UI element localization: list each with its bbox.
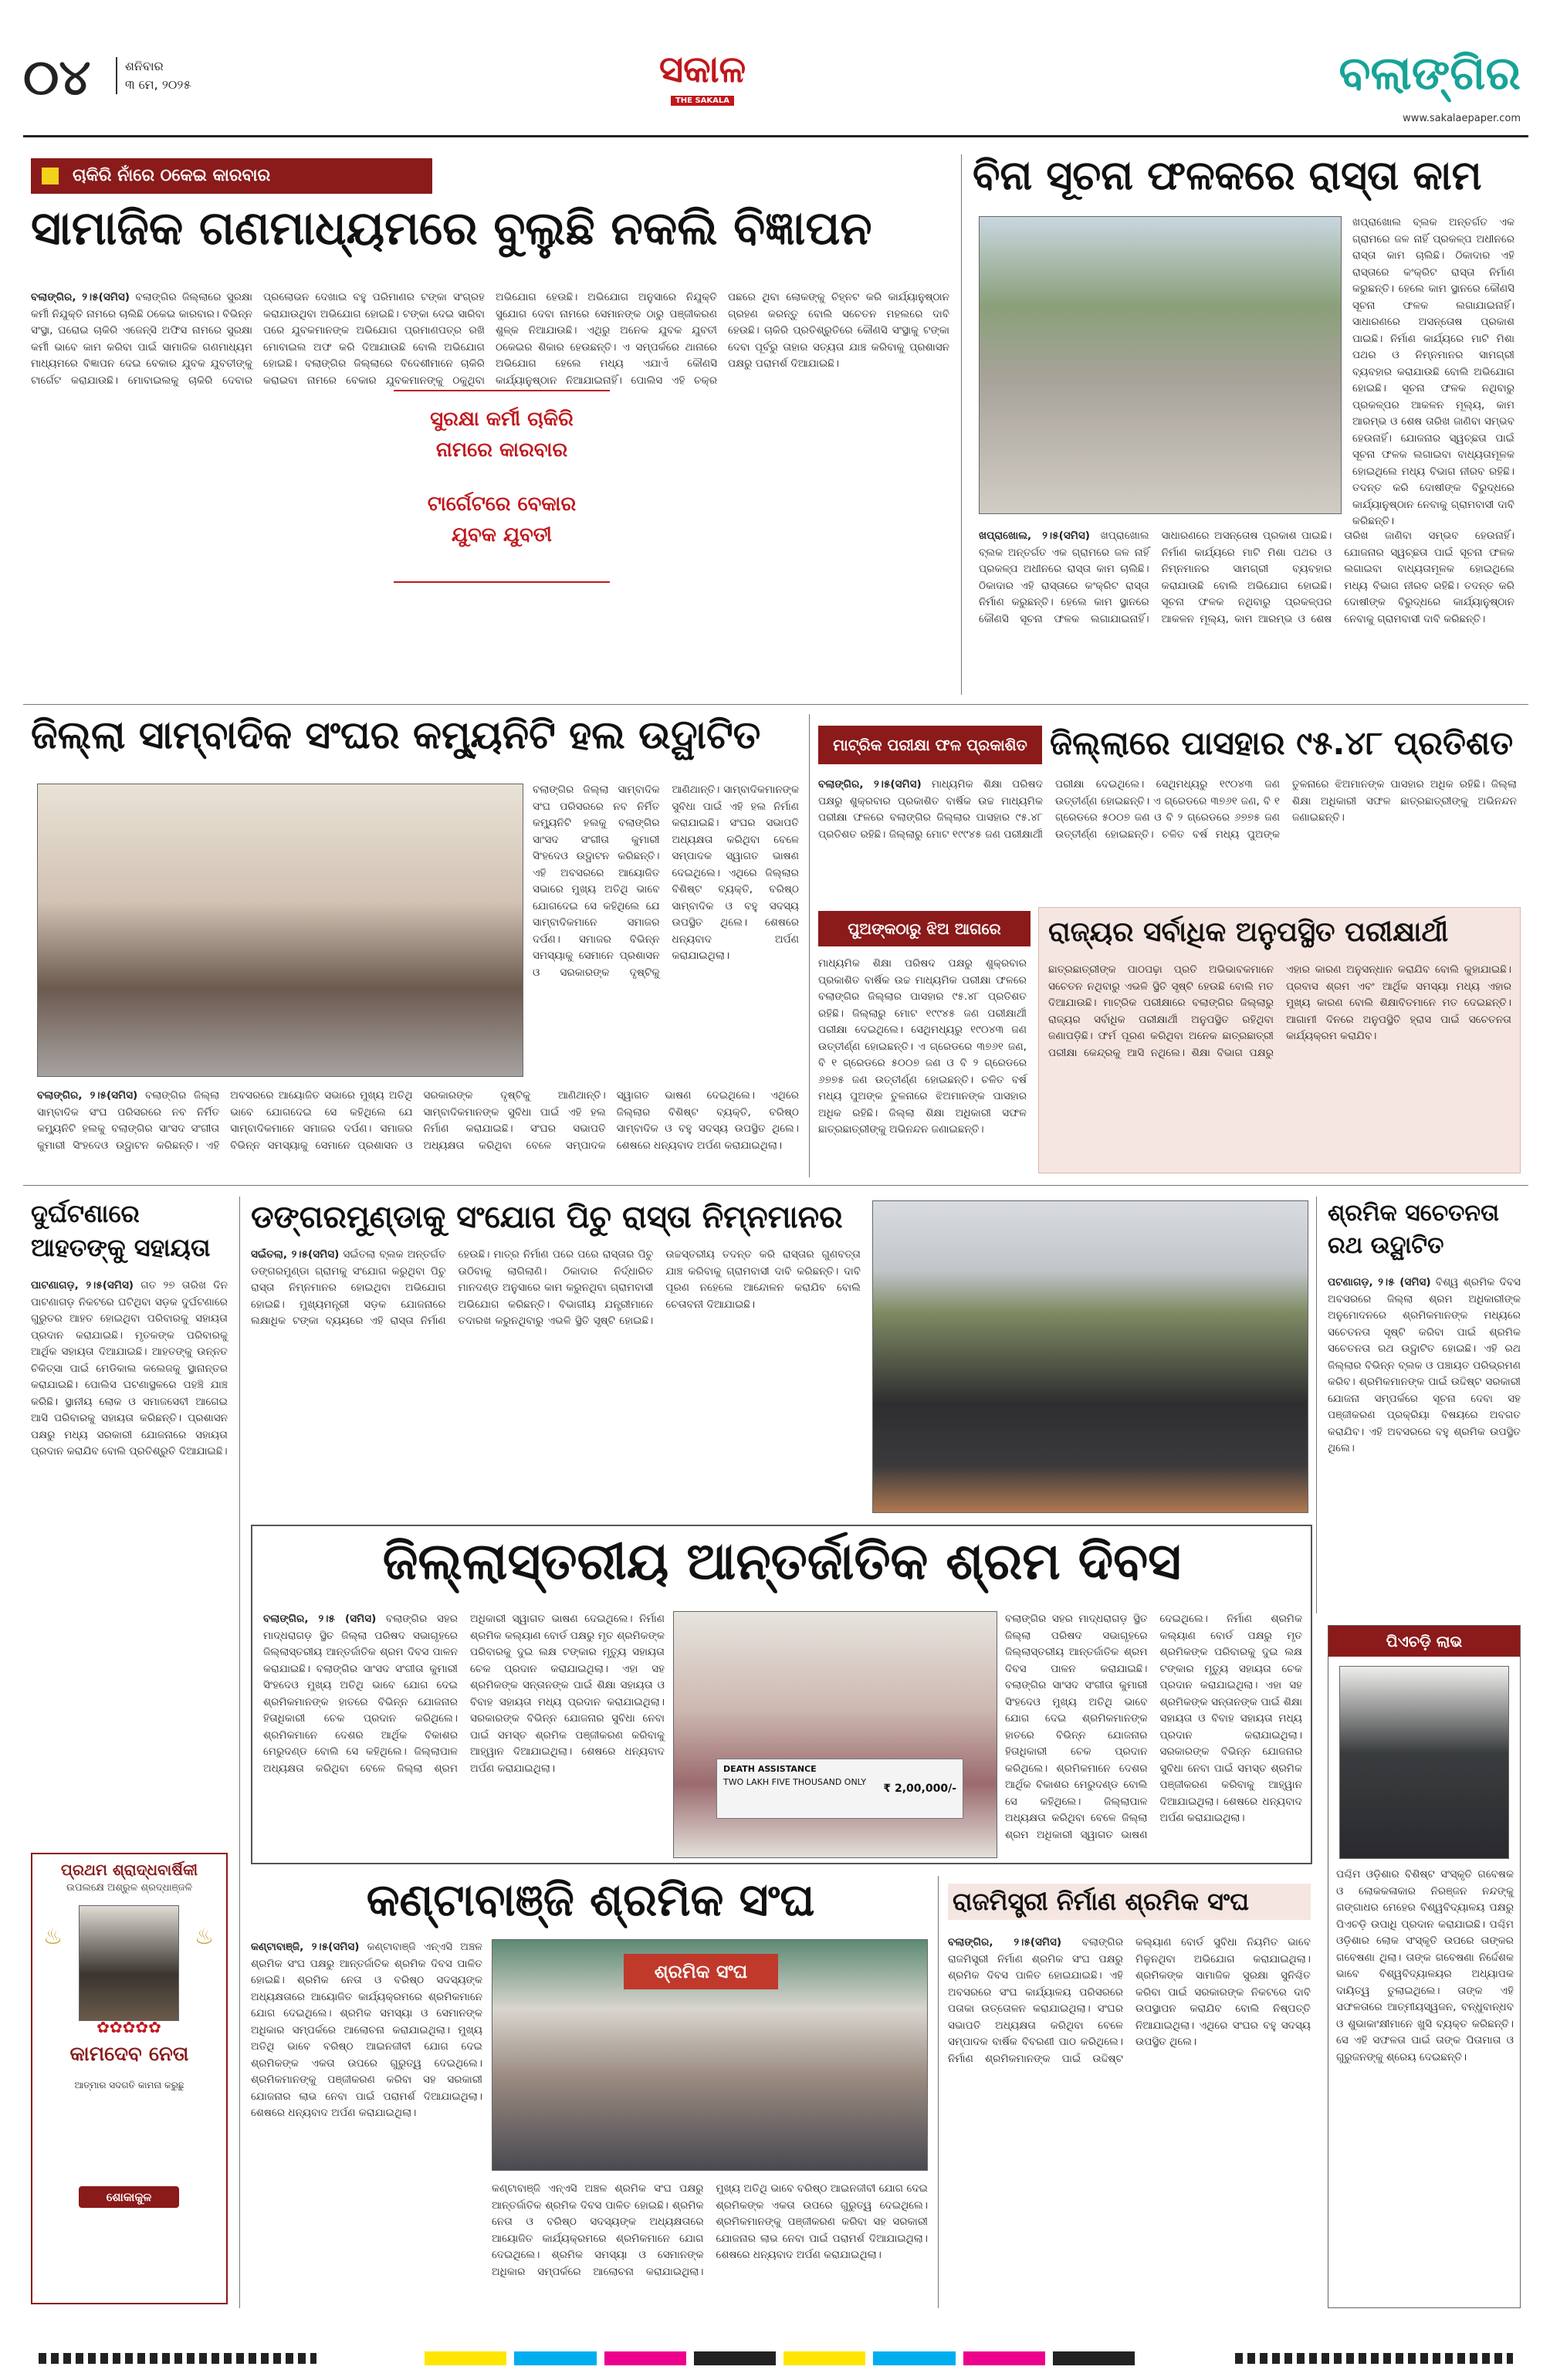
story-headline: ରାଜମିସ୍ତ୍ରୀ ନିର୍ମାଣ ଶ୍ରମିକ ସଂଘ — [948, 1884, 1311, 1920]
story-headline: ସାମାଜିକ ଗଣମାଧ୍ୟମରେ ବୁଲୁଛି ନକଲି ବିଜ୍ଞାପନ — [31, 201, 872, 256]
story-dateline: ବଲାଙ୍ଗିର, ୨।୫(ସମିସ) — [31, 291, 130, 303]
story-masons — [948, 1884, 1311, 2308]
obituary-details: ଆତ୍ମାର ସଦଗତି କାମନା କରୁଛୁ — [74, 2080, 184, 2091]
obituary-title: ପ୍ରଥମ ଶ୍ରାଦ୍ଧବାର୍ଷିକୀ — [60, 1860, 198, 1879]
story-body: ବଲାଙ୍ଗିର, ୨।୫(ସମିସ) ବଲାଙ୍ଗିର ଜିଲ୍ଲାରେ ସୁରକ୍ଷା କର୍ମୀ ନିଯୁକ୍ତି ନାମରେ ଚାଲିଛି ଠକେଇ କାରବାର। ବିଭିନ୍ନ ସଂସ୍ଥା, ଘରୋଇ ଚାକିରି ଏଜେନ୍ସି ଅଫିସ ନାମରେ ସୁରକ୍ଷା କର୍ମୀ ଭାବେ କାମ କରିବା ପାଇଁ ସାମାଜିକ ଗଣମାଧ୍ୟମ ମାଧ୍ୟମରେ ବିଜ୍ଞାପନ ଦେଇ ବେକାର ଯୁବକ ଯୁବତୀଙ୍କୁ ଟାର୍ଗେଟ କରାଯାଉଛି। ମୋବାଇଲକୁ ଚାକିରି ଦେବାର ପ୍ରଲୋଭନ ଦେଖାଇ ବହୁ ପରିମାଣର ଟଙ୍କା ସଂଗ୍ରହ କରାଯାଉଥିବା ଅଭିଯୋଗ ହୋଇଛି। ଟଙ୍କା ଦେଇ ସାରିବା ପରେ ଯୁବକମାନଙ୍କ ଅଭିଯୋଗ ପ୍ରମାଣପତ୍ର ରଖି ମୋବାଇଲ ଅଫ କରି ଦିଆଯାଉଛି ବୋଲି ଅଭିଯୋଗ ହୋଇଛି। ବଲାଙ୍ଗିର ଜିଲ୍ଲାରେ ବିଦେଶୀମାନେ ଚାକିରି କରାଇବା ନାମରେ ବେକାର ଯୁବକମାନଙ୍କୁ ଠକୁଥିବା ଅଭିଯୋଗ ହେଉଛି। ଅଭିଯୋଗ ଅନୁସାରେ ନିଯୁକ୍ତି ସୁଯୋଗ ଦେବା ନାମରେ ସେମାନଙ୍କ ଠାରୁ ପଞ୍ଜୀକରଣ ଶୁଳ୍କ ନିଆଯାଉଛି। ଏଥିରୁ ଅନେକ ଯୁବକ ଯୁବତୀ ଠକେଇର ଶିକାର ହେଉଛନ୍ତି। ଏ ସମ୍ପର୍କରେ ଥାନାରେ ଅଭିଯୋଗ ହେଲେ ମଧ୍ୟ ଏଯାଏଁ କୌଣସି କାର୍ଯ୍ୟାନୁଷ୍ଠାନ ନିଆଯାଇନାହିଁ। ପୋଲିସ ଏହି ଚକ୍ର ପଛରେ ଥିବା ଲୋକଙ୍କୁ ଚିହ୍ନଟ କରି କାର୍ଯ୍ୟାନୁଷ୍ଠାନ ଗ୍ରହଣ କରନ୍ତୁ ବୋଲି ସଚେତନ ମହଲରେ ଦାବି ହେଉଛି। ଚାକିରି ପ୍ରତିଶ୍ରୁତିରେ କୌଣସି ସଂସ୍ଥାକୁ ଟଙ୍କା ଦେବା ପୂର୍ବରୁ ତାହାର ସତ୍ୟତା ଯାଞ୍ଚ କରିବାକୁ ପ୍ରଶାସନ ପକ୍ଷରୁ ପରାମର୍ଶ ଦିଆଯାଇଛି। — [31, 291, 949, 387]
story-community-hall — [31, 714, 803, 1177]
color-bar — [39, 2353, 316, 2364]
pullquote-line: ଯୁବକ ଯୁବତୀ — [452, 523, 552, 547]
story-fake-ads — [31, 158, 949, 691]
story-road-no-board — [973, 154, 1521, 695]
story-body: ପାଟଣାଗଡ଼, ୨।୫(ସମିସ) ଗତ ୨୭ ତାରିଖ ଦିନ ପାଟଣାଗଡ଼ ନିକଟରେ ଘଟିଥିବା ସଡ଼କ ଦୁର୍ଘଟଣାରେ ଗୁରୁତର ଆହତ ହୋଇଥିବା ପରିବାରକୁ ସହାୟତା ପ୍ରଦାନ କରାଯାଇଛି। ମୃତକଙ୍କ ପରିବାରକୁ ଆର୍ଥିକ ସହାୟତା ଦିଆଯାଇଛି। ଆହତଙ୍କୁ ଉନ୍ନତ ଚିକିତ୍ସା ପାଇଁ ମେଡିକାଲ କଲେଜକୁ ସ୍ଥାନାନ୍ତର କରାଯାଇଛି। ପୋଲିସ ଘଟଣାସ୍ଥଳରେ ପହଞ୍ଚି ଯାଞ୍ଚ କରିଛି। ସ୍ଥାନୀୟ ଲୋକ ଓ ସମାଜସେବୀ ଆଗେଇ ଆସି ପରିବାରକୁ ସହାୟତା କରିଛନ୍ତି। ପ୍ରଶାସନ ପକ୍ଷରୁ ମଧ୍ୟ ସରକାରୀ ଯୋଜନାରେ ସହାୟତା ପ୍ରଦାନ କରାଯିବ ବୋଲି ପ୍ରତିଶ୍ରୁତି ଦିଆଯାଇଛି। — [31, 1279, 228, 1457]
story-dateline: ପାଟଣାଗଡ଼, ୨।୫(ସମିସ) — [31, 1279, 134, 1292]
pullquote-line: ସୁରକ୍ଷା କର୍ମୀ ଚାକିରି — [430, 408, 574, 431]
story-matric-subsection — [818, 911, 1031, 1173]
road-construction-photo — [979, 216, 1342, 514]
story-strap: ଚାକିରି ନାଁରେ ଠକେଇ କାରବାର — [31, 158, 432, 194]
story-body: ପଶ୍ଚିମ ଓଡ଼ିଶାର ବିଶିଷ୍ଟ ସଂସ୍କୃତି ଗବେଷକ ଓ ଲୋକକଳାକାର ନିରଞ୍ଜନ ନନ୍ଦଙ୍କୁ ଗଙ୍ଗାଧର ମେହେର ବିଶ୍ୱବିଦ୍ୟାଳୟ ପକ୍ଷରୁ ପିଏଚଡ଼ି ଉପାଧି ପ୍ରଦାନ କରାଯାଇଛି। ପଶ୍ଚିମ ଓଡ଼ିଶାର ଲୋକ ସଂସ୍କୃତି ଉପରେ ତାଙ୍କର ଗବେଷଣା ଥିଲା। ତାଙ୍କ ଗବେଷଣା ନିର୍ଦ୍ଦେଶକ ଭାବେ ବିଶ୍ୱବିଦ୍ୟାଳୟର ଅଧ୍ୟାପକ ଦାୟିତ୍ୱ ତୁଲାଇଥିଲେ। ତାଙ୍କ ଏହି ସଫଳତାରେ ଆତ୍ମୀୟସ୍ୱଜନ, ବନ୍ଧୁବାନ୍ଧବ ଓ ଶୁଭାକାଂକ୍ଷୀମାନେ ଖୁସି ବ୍ୟକ୍ତ କରିଛନ୍ତି। ସେ ଏହି ସଫଳତା ପାଇଁ ତାଙ୍କ ପିତାମାତା ଓ ଗୁରୁଜନଙ୍କୁ ଶ୍ରେୟ ଦେଇଛନ୍ତି। — [1336, 1868, 1514, 2063]
edition-name: ବଲାଙ୍ଗିର — [1338, 46, 1521, 100]
masthead-rule — [23, 135, 1528, 137]
story-body-right: ବଲାଙ୍ଗିର ସହର ମାଦ୍ଧରାଗଡ଼ ସ୍ଥିତ ଜିଲ୍ଲା ପରିଷଦ ସଭାଗୃହରେ ଜିଲ୍ଲାସ୍ତରୀୟ ଆନ୍ତର୍ଜାତିକ ଶ୍ରମ ଦିବସ ପାଳନ କରାଯାଇଛି। ବଲାଙ୍ଗିର ସାଂସଦ ସଂଗୀତା କୁମାରୀ ସିଂହଦେଓ ମୁଖ୍ୟ ଅତିଥି ଭାବେ ଯୋଗ ଦେଇ ଶ୍ରମିକମାନଙ୍କ ହାତରେ ବିଭିନ୍ନ ଯୋଜନାର ହିତାଧିକାରୀ ଚେକ ପ୍ରଦାନ କରିଥିଲେ। ଶ୍ରମିକମାନେ ଦେଶର ଆର୍ଥିକ ବିକାଶର ମେରୁଦଣ୍ଡ ବୋଲି ସେ କହିଥିଲେ। ଜିଲ୍ଲାପାଳ ଅଧ୍ୟକ୍ଷତା କରିଥିବା ବେଳେ ଜିଲ୍ଲା ଶ୍ରମ ଅଧିକାରୀ ସ୍ୱାଗତ ଭାଷଣ ଦେଇଥିଲେ। ନିର୍ମାଣ ଶ୍ରମିକ କଲ୍ୟାଣ ବୋର୍ଡ ପକ୍ଷରୁ ମୃତ ଶ୍ରମିକଙ୍କ ପରିବାରକୁ ଦୁଇ ଲକ୍ଷ ଟଙ୍କାର ମୃତ୍ୟୁ ସହାୟତା ଚେକ ପ୍ରଦାନ କରାଯାଇଥିଲା। ଏହା ସହ ଶ୍ରମିକଙ୍କ ସନ୍ତାନଙ୍କ ପାଇଁ ଶିକ୍ଷା ସହାୟତା ଓ ବିବାହ ସହାୟତା ମଧ୍ୟ ପ୍ରଦାନ କରାଯାଇଥିଲା। ସରକାରଙ୍କ ବିଭିନ୍ନ ଯୋଜନାର ସୁବିଧା ନେବା ପାଇଁ ସମସ୍ତ ଶ୍ରମିକ ପଞ୍ଜୀକରଣ କରିବାକୁ ଆହ୍ୱାନ ଦିଆଯାଇଥିଲା। ଶେଷରେ ଧନ୍ୟବାଦ ଅର୍ପଣ କରାଯାଇଥିଲା। — [1005, 1613, 1302, 1841]
story-kantabanji — [251, 1876, 930, 2308]
newspaper-logo: ସକାଳ THE SAKALA — [658, 48, 746, 105]
story-body-side: ବଲାଙ୍ଗିର ଜିଲ୍ଲା ସାମ୍ବାଦିକ ସଂଘ ପରିସରରେ ନବ ନିର୍ମିତ କମ୍ୟୁନିଟି ହଲକୁ ବଲାଙ୍ଗିର ସାଂସଦ ସଂଗୀତା କୁମାରୀ ସିଂହଦେଓ ଉଦ୍ଘାଟନ କରିଛନ୍ତି। ଏହି ଅବସରରେ ଆୟୋଜିତ ସଭାରେ ମୁଖ୍ୟ ଅତିଥି ଭାବେ ଯୋଗଦେଇ ସେ କହିଥିଲେ ଯେ ସାମ୍ବାଦିକମାନେ ସମାଜର ଦର୍ପଣ। ସମାଜର ବିଭିନ୍ନ ସମସ୍ୟାକୁ ସେମାନେ ପ୍ରଶାସନ ଓ ସରକାରଙ୍କ ଦୃଷ୍ଟିକୁ ଆଣିଥାନ୍ତି। ସାମ୍ବାଦିକମାନଙ୍କ ସୁବିଧା ପାଇଁ ଏହି ହଲ ନିର୍ମାଣ କରାଯାଇଛି। ସଂଘର ସଭାପତି ଅଧ୍ୟକ୍ଷତା କରିଥିବା ବେଳେ ସମ୍ପାଦକ ସ୍ୱାଗତ ଭାଷଣ ଦେଇଥିଲେ। ଏଥିରେ ଜିଲ୍ଲାର ବିଶିଷ୍ଟ ବ୍ୟକ୍ତି, ବରିଷ୍ଠ ସାମ୍ବାଦିକ ଓ ବହୁ ସଦସ୍ୟ ଉପସ୍ଥିତ ଥିଲେ। ଶେଷରେ ଧନ୍ୟବାଦ ଅର୍ପଣ କରାଯାଇଥିଲା। — [533, 784, 799, 979]
story-body: ବଲାଙ୍ଗିର, ୨।୫ (ସମିସ) ବଲାଙ୍ଗିର ସହର ମାଦ୍ଧରାଗଡ଼ ସ୍ଥିତ ଜିଲ୍ଲା ପରିଷଦ ସଭାଗୃହରେ ଜିଲ୍ଲାସ୍ତରୀୟ ଆନ୍ତର୍ଜାତିକ ଶ୍ରମ ଦିବସ ପାଳନ କରାଯାଇଛି। ବଲାଙ୍ଗିର ସାଂସଦ ସଂଗୀତା କୁମାରୀ ସିଂହଦେଓ ମୁଖ୍ୟ ଅତିଥି ଭାବେ ଯୋଗ ଦେଇ ଶ୍ରମିକମାନଙ୍କ ହାତରେ ବିଭିନ୍ନ ଯୋଜନାର ହିତାଧିକାରୀ ଚେକ ପ୍ରଦାନ କରିଥିଲେ। ଶ୍ରମିକମାନେ ଦେଶର ଆର୍ଥିକ ବିକାଶର ମେରୁଦଣ୍ଡ ବୋଲି ସେ କହିଥିଲେ। ଜିଲ୍ଲାପାଳ ଅଧ୍ୟକ୍ଷତା କରିଥିବା ବେଳେ ଜିଲ୍ଲା ଶ୍ରମ ଅଧିକାରୀ ସ୍ୱାଗତ ଭାଷଣ ଦେଇଥିଲେ। ନିର୍ମାଣ ଶ୍ରମିକ କଲ୍ୟାଣ ବୋର୍ଡ ପକ୍ଷରୁ ମୃତ ଶ୍ରମିକଙ୍କ ପରିବାରକୁ ଦୁଇ ଲକ୍ଷ ଟଙ୍କାର ମୃତ୍ୟୁ ସହାୟତା ଚେକ ପ୍ରଦାନ କରାଯାଇଥିଲା। ଏହା ସହ ଶ୍ରମିକଙ୍କ ସନ୍ତାନଙ୍କ ପାଇଁ ଶିକ୍ଷା ସହାୟତା ଓ ବିବାହ ସହାୟତା ମଧ୍ୟ ପ୍ରଦାନ କରାଯାଇଥିଲା। ସରକାରଙ୍କ ବିଭିନ୍ନ ଯୋଜନାର ସୁବିଧା ନେବା ପାଇଁ ସମସ୍ତ ଶ୍ରମିକ ପଞ୍ଜୀକରଣ କରିବାକୁ ଆହ୍ୱାନ ଦିଆଯାଇଥିଲା। ଶେଷରେ ଧନ୍ୟବାଦ ଅର୍ପଣ କରାଯାଇଥିଲା। — [263, 1613, 665, 1775]
story-body: ସଇଁତଲା, ୨।୫(ସମିସ) ସଇଁତଲା ବ୍ଲକ ଅନ୍ତର୍ଗତ ଡଙ୍ଗରମୁଣ୍ଡା ଗ୍ରାମକୁ ସଂଯୋଗ କରୁଥିବା ପିଚୁ ରାସ୍ତା ନିମ୍ନମାନର ହୋଇଥିବା ଅଭିଯୋଗ ହୋଇଛି। ମୁଖ୍ୟମନ୍ତ୍ରୀ ସଡ଼କ ଯୋଜନାରେ ଲକ୍ଷାଧିକ ଟଙ୍କା ବ୍ୟୟରେ ଏହି ରାସ୍ତା ନିର୍ମାଣ ହେଉଛି। ମାତ୍ର ନିର୍ମାଣ ପରେ ପରେ ରାସ୍ତାର ପିଚୁ ଉଠିବାକୁ ଲାଗିଲାଣି। ଠିକାଦାର ନିର୍ଦ୍ଧାରିତ ମାନଦଣ୍ଡ ଅନୁସାରେ କାମ କରୁନଥିବା ଗ୍ରାମବାସୀ ଅଭିଯୋଗ କରିଛନ୍ତି। ବିଭାଗୀୟ ଯନ୍ତ୍ରୀମାନେ ତଦାରଖ କରୁନଥିବାରୁ ଏଭଳି ସ୍ଥିତି ସୃଷ୍ଟି ହୋଇଛି। ଉଚ୍ଚସ୍ତରୀୟ ତଦନ୍ତ କରି ରାସ୍ତାର ଗୁଣବତ୍ତା ଯାଞ୍ଚ କରିବାକୁ ଗ୍ରାମବାସୀ ଦାବି କରିଛନ୍ତି। ଦାବି ପୂରଣ ନହେଲେ ଆନ୍ଦୋଳନ କରାଯିବ ବୋଲି ଚେତାବନୀ ଦିଆଯାଇଛି। — [251, 1248, 861, 1327]
story-body: ବଲାଙ୍ଗିର, ୨।୫(ସମିସ) ବଲାଙ୍ଗିର ଜିଲ୍ଲା ସାମ୍ବାଦିକ ସଂଘ ପରିସରରେ ନବ ନିର୍ମିତ କମ୍ୟୁନିଟି ହଲକୁ ବଲାଙ୍ଗିର ସାଂସଦ ସଂଗୀତା କୁମାରୀ ସିଂହଦେଓ ଉଦ୍ଘାଟନ କରିଛନ୍ତି। ଏହି ଅବସରରେ ଆୟୋଜିତ ସଭାରେ ମୁଖ୍ୟ ଅତିଥି ଭାବେ ଯୋଗଦେଇ ସେ କହିଥିଲେ ଯେ ସାମ୍ବାଦିକମାନେ ସମାଜର ଦର୍ପଣ। ସମାଜର ବିଭିନ୍ନ ସମସ୍ୟାକୁ ସେମାନେ ପ୍ରଶାସନ ଓ ସରକାରଙ୍କ ଦୃଷ୍ଟିକୁ ଆଣିଥାନ୍ତି। ସାମ୍ବାଦିକମାନଙ୍କ ସୁବିଧା ପାଇଁ ଏହି ହଲ ନିର୍ମାଣ କରାଯାଇଛି। ସଂଘର ସଭାପତି ଅଧ୍ୟକ୍ଷତା କରିଥିବା ବେଳେ ସମ୍ପାଦକ ସ୍ୱାଗତ ଭାଷଣ ଦେଇଥିଲେ। ଏଥିରେ ଜିଲ୍ଲାର ବିଶିଷ୍ଟ ବ୍ୟକ୍ତି, ବରିଷ୍ଠ ସାମ୍ବାଦିକ ଓ ବହୁ ସଦସ୍ୟ ଉପସ୍ଥିତ ଥିଲେ। ଶେଷରେ ଧନ୍ୟବାଦ ଅର୍ପଣ କରାଯାଇଥିଲା। — [37, 1089, 799, 1152]
story-body: ମାଧ୍ୟମିକ ଶିକ୍ଷା ପରିଷଦ ପକ୍ଷରୁ ଶୁକ୍ରବାର ପ୍ରକାଶିତ ବାର୍ଷିକ ଉଚ୍ଚ ମାଧ୍ୟମିକ ପରୀକ୍ଷା ଫଳରେ ବଲାଙ୍ଗିର ଜିଲ୍ଲାର ପାସହାର ୯୫.୪୮ ପ୍ରତିଶତ ରହିଛି। ଜିଲ୍ଲାରୁ ମୋଟ ୧୯୯୪୫ ଜଣ ପରୀକ୍ଷାର୍ଥୀ ପରୀକ୍ଷା ଦେଇଥିଲେ। ସେଥିମଧ୍ୟରୁ ୧୯୦୪୩ ଜଣ ଉତ୍ତୀର୍ଣ୍ଣ ହୋଇଛନ୍ତି। ଏ ଗ୍ରେଡରେ ୩୭୬୧ ଜଣ, ବି ୧ ଗ୍ରେଡରେ ୫୦୦୭ ଜଣ ଓ ବି ୨ ଗ୍ରେଡରେ ୬୭୭୫ ଜଣ ଉତ୍ତୀର୍ଣ୍ଣ ହୋଇଛନ୍ତି। ଚଳିତ ବର୍ଷ ମଧ୍ୟ ପୁଅଙ୍କ ତୁଳନାରେ ଝିଅମାନଙ୍କ ପାସହାର ଅଧିକ ରହିଛି। ଜିଲ୍ଲା ଶିକ୍ଷା ଅଧିକାରୀ ସଫଳ ଛାତ୍ରଛାତ୍ରୀଙ୍କୁ ଅଭିନନ୍ଦନ ଜଣାଇଛନ୍ତି। — [818, 957, 1027, 1136]
story-body-left: କଣ୍ଟାବାଞ୍ଜି, ୨।୫(ସମିସ) କଣ୍ଟାବାଞ୍ଜି ଏନ୍‌ଏସି ଅଞ୍ଚଳ ଶ୍ରମିକ ସଂଘ ପକ୍ଷରୁ ଆନ୍ତର୍ଜାତିକ ଶ୍ରମିକ ଦିବସ ପାଳିତ ହୋଇଛି। ଶ୍ରମିକ ନେତା ଓ ବରିଷ୍ଠ ସଦସ୍ୟଙ୍କ ଅଧ୍ୟକ୍ଷତାରେ ଆୟୋଜିତ କାର୍ଯ୍ୟକ୍ରମରେ ଶ୍ରମିକମାନେ ଯୋଗ ଦେଇଥିଲେ। ଶ୍ରମିକ ସମସ୍ୟା ଓ ସେମାନଙ୍କ ଅଧିକାର ସମ୍ପର୍କରେ ଆଲୋଚନା କରାଯାଇଥିଲା। ମୁଖ୍ୟ ଅତିଥି ଭାବେ ବରିଷ୍ଠ ଆଇନଜୀବୀ ଯୋଗ ଦେଇ ଶ୍ରମିକଙ୍କ ଏକତା ଉପରେ ଗୁରୁତ୍ୱ ଦେଇଥିଲେ। ଶ୍ରମିକମାନଙ୍କୁ ପଞ୍ଜୀକରଣ କରିବା ସହ ସରକାରୀ ଯୋଜନାର ଲାଭ ନେବା ପାଇଁ ପରାମର୍ଶ ଦିଆଯାଇଥିଲା। ଶେଷରେ ଧନ୍ୟବାଦ ଅର୍ପଣ କରାଯାଇଥିଲା। — [251, 1941, 482, 2119]
story-dateline: ବଲାଙ୍ଗିର, ୨।୫(ସମିସ) — [948, 1936, 1062, 1948]
print-registration-strip — [23, 2347, 1528, 2370]
cheque-amount: ₹ 2,00,000/- — [883, 1782, 956, 1795]
pullquote-line: ନାମରେ କାରବାର — [435, 438, 568, 462]
story-accident-help — [31, 1200, 228, 1833]
story-headline: ଜିଲ୍ଲାରେ ପାସହାର ୯୫.୪୮ ପ୍ରତିଶତ — [1050, 724, 1514, 762]
lamp-icon: ♨ — [195, 1924, 215, 1949]
flower-garland-icon: ✿✿✿✿✿ — [96, 2018, 161, 2036]
column-divider — [1316, 1197, 1317, 1613]
story-body: ଛାତ୍ରଛାତ୍ରୀଙ୍କ ପାଠପଢ଼ା ପ୍ରତି ଅଭିଭାବକମାନେ ସଚେତନ ନଥିବାରୁ ଏଭଳି ସ୍ଥିତି ସୃଷ୍ଟି ହେଉଛି ବୋଲି ମତ ଦିଆଯାଉଛି। ମାଟ୍ରିକ ପରୀକ୍ଷାରେ ବଲାଙ୍ଗିର ଜିଲ୍ଲାରୁ ରାଜ୍ୟର ସର୍ବାଧିକ ପରୀକ୍ଷାର୍ଥୀ ଅନୁପସ୍ଥିତ ରହିଥିବା ଜଣାପଡ଼ିଛି। ଫର୍ମ ପୂରଣ କରିଥିବା ଅନେକ ଛାତ୍ରଛାତ୍ରୀ ପରୀକ୍ଷା କେନ୍ଦ୍ରକୁ ଆସି ନଥିଲେ। ଶିକ୍ଷା ବିଭାଗ ପକ୍ଷରୁ ଏହାର କାରଣ ଅନୁସନ୍ଧାନ କରାଯିବ ବୋଲି କୁହାଯାଇଛି। ପ୍ରବାସ ଶ୍ରମ ଏବଂ ଆର୍ଥିକ ସମସ୍ୟା ମଧ୍ୟ ଏହାର ମୁଖ୍ୟ କାରଣ ବୋଲି ଶିକ୍ଷାବିତମାନେ ମତ ଦେଇଛନ୍ତି। ଆଗାମୀ ଦିନରେ ଅନୁପସ୍ଥିତି ହ୍ରାସ ପାଇଁ ସଚେତନତା କାର୍ଯ୍ୟକ୍ରମ କରାଯିବ। — [1048, 963, 1511, 1059]
story-dungripali-road — [251, 1200, 1308, 1517]
cheque-board — [716, 1759, 963, 1819]
story-phd — [1328, 1625, 1521, 2308]
story-body: କଣ୍ଟାବାଞ୍ଜି ଏନ୍‌ଏସି ଅଞ୍ଚଳ ଶ୍ରମିକ ସଂଘ ପକ୍ଷରୁ ଆନ୍ତର୍ଜାତିକ ଶ୍ରମିକ ଦିବସ ପାଳିତ ହୋଇଛି। ଶ୍ରମିକ ନେତା ଓ ବରିଷ୍ଠ ସଦସ୍ୟଙ୍କ ଅଧ୍ୟକ୍ଷତାରେ ଆୟୋଜିତ କାର୍ଯ୍ୟକ୍ରମରେ ଶ୍ରମିକମାନେ ଯୋଗ ଦେଇଥିଲେ। ଶ୍ରମିକ ସମସ୍ୟା ଓ ସେମାନଙ୍କ ଅଧିକାର ସମ୍ପର୍କରେ ଆଲୋଚନା କରାଯାଇଥିଲା। ମୁଖ୍ୟ ଅତିଥି ଭାବେ ବରିଷ୍ଠ ଆଇନଜୀବୀ ଯୋଗ ଦେଇ ଶ୍ରମିକଙ୍କ ଏକତା ଉପରେ ଗୁରୁତ୍ୱ ଦେଇଥିଲେ। ଶ୍ରମିକମାନଙ୍କୁ ପଞ୍ଜୀକରଣ କରିବା ସହ ସରକାରୀ ଯୋଜନାର ଲାଭ ନେବା ପାଇଁ ପରାମର୍ଶ ଦିଆଯାଇଥିଲା। ଶେଷରେ ଧନ୍ୟବାଦ ଅର୍ପଣ କରାଯାଇଥିଲା। — [492, 2182, 928, 2278]
story-headline: ରାଜ୍ୟର ସର୍ବାଧିକ ଅନୁପସ୍ଥିତ ପରୀକ୍ଷାର୍ଥୀ — [1048, 916, 1449, 948]
pullquote-line: ଟାର୍ଗେଟରେ ବେକାର — [427, 493, 577, 516]
section-divider — [23, 704, 1528, 705]
union-meeting-photo — [492, 1939, 928, 2171]
story-matric-result — [818, 726, 1521, 903]
community-hall-photo — [37, 784, 523, 1077]
column-divider — [809, 714, 810, 1177]
cheque-handover-photo — [673, 1611, 997, 1858]
story-headline: ଜିଲ୍ଲାସ୍ତରୀୟ ଆନ୍ତର୍ଜାତିକ ଶ୍ରମ ଦିବସ — [382, 1532, 1182, 1591]
cheque-title: DEATH ASSISTANCE — [723, 1764, 817, 1774]
strap-square-icon — [42, 168, 59, 185]
story-headline: ପିଏଚଡ଼ି ଲାଭ — [1328, 1626, 1520, 1657]
cmyk-swatches — [425, 2351, 1135, 2365]
section-divider — [23, 1185, 1528, 1186]
story-awareness-chariot — [1328, 1200, 1521, 1617]
story-dateline: କଣ୍ଟାବାଞ୍ଜି, ୨।୫(ସମିସ) — [251, 1941, 360, 1953]
column-divider — [961, 154, 962, 695]
story-headline-line: ଦୁର୍ଘଟଣାରେ — [31, 1199, 140, 1228]
column-divider — [239, 1197, 240, 2308]
story-dateline: ବଲାଙ୍ଗିର, ୨।୫(ସମିସ) — [37, 1089, 138, 1102]
pullquote-box — [394, 390, 610, 583]
story-body-side: ଖପ୍ରାଖୋଲ ବ୍ଲକ ଅନ୍ତର୍ଗତ ଏକ ଗ୍ରାମରେ ଜଳ ନାହିଁ ପ୍ରକଳ୍ପ ଅଧୀନରେ ରାସ୍ତା କାମ ଚାଲିଛି। ଠିକାଦାର ଏହି ରାସ୍ତାରେ କଂକ୍ରିଟ ରାସ୍ତା ନିର୍ମାଣ କରୁଛନ୍ତି। ହେଲେ କାମ ସ୍ଥାନରେ କୌଣସି ସୂଚନା ଫଳକ ଲଗାଯାଇନାହିଁ। ସାଧାରଣରେ ଅସନ୍ତୋଷ ପ୍ରକାଶ ପାଇଛି। ନିର୍ମାଣ କାର୍ଯ୍ୟରେ ମାଟି ମିଶା ପଥର ଓ ନିମ୍ନମାନର ସାମଗ୍ରୀ ବ୍ୟବହାର କରାଯାଉଛି ବୋଲି ଅଭିଯୋଗ ହୋଇଛି। ସୂଚନା ଫଳକ ନଥିବାରୁ ପ୍ରକଳ୍ପର ଆକଳନ ମୂଲ୍ୟ, କାମ ଆରମ୍ଭ ଓ ଶେଷ ତାରିଖ ଜାଣିବା ସମ୍ଭବ ହେଉନାହିଁ। ଯୋଜନାର ସ୍ୱଚ୍ଛତା ପାଇଁ ସୂଚନା ଫଳକ ଲଗାଇବା ବାଧ୍ୟତାମୂଳକ ହୋଇଥିଲେ ମଧ୍ୟ ବିଭାଗ ନୀରବ ରହିଛି। ତଦନ୍ତ କରି ଦୋଷୀଙ୍କ ବିରୁଦ୍ଧରେ କାର୍ଯ୍ୟାନୁଷ୍ଠାନ ନେବାକୁ ଗ୍ରାମବାସୀ ଦାବି କରିଛନ୍ତି। — [1352, 216, 1514, 527]
cheque-words: TWO LAKH FIVE THOUSAND ONLY — [723, 1777, 867, 1787]
story-headline-line: ରଥ ଉଦ୍ଘାଟିତ — [1328, 1232, 1444, 1259]
story-absentee — [1038, 907, 1521, 1173]
story-headline: ଜିଲ୍ଲା ସାମ୍ବାଦିକ ସଂଘର କମ୍ୟୁନିଟି ହଲ ଉଦ୍ଘାଟିତ — [31, 713, 761, 757]
story-sub-tag: ପୁଅଙ୍କଠାରୁ ଝିଅ ଆଗରେ — [818, 911, 1031, 946]
story-dateline: ସଇଁତଲା, ୨।୫(ସମିସ) — [251, 1248, 340, 1261]
story-headline: ଡଙ୍ଗରମୁଣ୍ଡାକୁ ସଂଯୋଗ ପିଚୁ ରାସ୍ତା ନିମ୍ନମାନର — [251, 1200, 843, 1235]
page-number: ୦୪ — [23, 49, 91, 107]
story-body: ବଲାଙ୍ଗିର, ୨।୫(ସମିସ) ମାଧ୍ୟମିକ ଶିକ୍ଷା ପରିଷଦ ପକ୍ଷରୁ ଶୁକ୍ରବାର ପ୍ରକାଶିତ ବାର୍ଷିକ ଉଚ୍ଚ ମାଧ୍ୟମିକ ପରୀକ୍ଷା ଫଳରେ ବଲାଙ୍ଗିର ଜିଲ୍ଲାର ପାସହାର ୯୫.୪୮ ପ୍ରତିଶତ ରହିଛି। ଜିଲ୍ଲାରୁ ମୋଟ ୧୯୯୪୫ ଜଣ ପରୀକ୍ଷାର୍ଥୀ ପରୀକ୍ଷା ଦେଇଥିଲେ। ସେଥିମଧ୍ୟରୁ ୧୯୦୪୩ ଜଣ ଉତ୍ତୀର୍ଣ୍ଣ ହୋଇଛନ୍ତି। ଏ ଗ୍ରେଡରେ ୩୭୬୧ ଜଣ, ବି ୧ ଗ୍ରେଡରେ ୫୦୦୭ ଜଣ ଓ ବି ୨ ଗ୍ରେଡରେ ୬୭୭୫ ଜଣ ଉତ୍ତୀର୍ଣ୍ଣ ହୋଇଛନ୍ତି। ଚଳିତ ବର୍ଷ ମଧ୍ୟ ପୁଅଙ୍କ ତୁଳନାରେ ଝିଅମାନଙ୍କ ପାସହାର ଅଧିକ ରହିଛି। ଜିଲ୍ଲା ଶିକ୍ଷା ଅଧିକାରୀ ସଫଳ ଛାତ୍ରଛାତ୍ରୀଙ୍କୁ ଅଭିନନ୍ଦନ ଜଣାଇଛନ୍ତି। — [818, 778, 1517, 841]
masthead-day: ଶନିବାର — [125, 59, 164, 73]
column-divider — [938, 1876, 939, 2308]
masthead-date-block — [116, 57, 191, 94]
color-bar — [1235, 2353, 1513, 2364]
union-banner: ଶ୍ରମିକ ସଂଘ — [624, 1954, 778, 1989]
story-dateline: ଖପ୍ରାଖୋଲ, ୨।୫(ସମିସ) — [979, 530, 1090, 542]
obituary-footer-title: ଶୋକାକୁଳ — [79, 2186, 179, 2208]
masthead — [23, 45, 1528, 130]
story-body: ବଲାଙ୍ଗିର, ୨।୫(ସମିସ) ବଲାଙ୍ଗିର ରାଜମିସ୍ତ୍ରୀ ନିର୍ମାଣ ଶ୍ରମିକ ସଂଘ ପକ୍ଷରୁ ଶ୍ରମିକ ଦିବସ ପାଳିତ ହୋଇଯାଇଛି। ଏହି ଅବସରରେ ସଂଘ କାର୍ଯ୍ୟାଳୟ ପରିସରରେ ପତାକା ଉତ୍ତୋଳନ କରାଯାଇଥିଲା। ସଂଘର ସଭାପତି ଅଧ୍ୟକ୍ଷତା କରିଥିବା ବେଳେ ସମ୍ପାଦକ ବାର୍ଷିକ ବିବରଣୀ ପାଠ କରିଥିଲେ। ନିର୍ମାଣ ଶ୍ରମିକମାନଙ୍କ ପାଇଁ ଉଦ୍ଦିଷ୍ଟ କଲ୍ୟାଣ ବୋର୍ଡ ସୁବିଧା ନିୟମିତ ଭାବେ ମିଳୁନଥିବା ଅଭିଯୋଗ କରାଯାଇଥିଲା। ଶ୍ରମିକଙ୍କ ସାମାଜିକ ସୁରକ୍ଷା ସୁନିଶ୍ଚିତ କରିବା ପାଇଁ ସରକାରଙ୍କ ନିକଟରେ ଦାବି ଉପସ୍ଥାପନ କରାଯିବ ବୋଲି ନିଷ୍ପତ୍ତି ନିଆଯାଇଥିଲା। ଏଥିରେ ସଂଘର ବହୁ ସଦସ୍ୟ ଉପସ୍ଥିତ ଥିଲେ। — [948, 1936, 1311, 2065]
masthead-date: ୩ ମେ, ୨୦୨୫ — [125, 77, 191, 92]
obituary-subtitle: ଉପଲକ୍ଷେ ଅଶ୍ରୁଳ ଶ୍ରଦ୍ଧାଞ୍ଜଳି — [66, 1882, 193, 1894]
graduate-portrait — [1339, 1666, 1509, 1859]
obituary-name: କାମଦେବ ନେତା — [69, 2043, 189, 2066]
story-dateline: ବଲାଙ୍ଗିର, ୨।୫ (ସମିସ) — [263, 1613, 377, 1625]
story-body: ଖପ୍ରାଖୋଲ, ୨।୫(ସମିସ) ଖପ୍ରାଖୋଲ ବ୍ଲକ ଅନ୍ତର୍ଗତ ଏକ ଗ୍ରାମରେ ଜଳ ନାହିଁ ପ୍ରକଳ୍ପ ଅଧୀନରେ ରାସ୍ତା କାମ ଚାଲିଛି। ଠିକାଦାର ଏହି ରାସ୍ତାରେ କଂକ୍ରିଟ ରାସ୍ତା ନିର୍ମାଣ କରୁଛନ୍ତି। ହେଲେ କାମ ସ୍ଥାନରେ କୌଣସି ସୂଚନା ଫଳକ ଲଗାଯାଇନାହିଁ। ସାଧାରଣରେ ଅସନ୍ତୋଷ ପ୍ରକାଶ ପାଇଛି। ନିର୍ମାଣ କାର୍ଯ୍ୟରେ ମାଟି ମିଶା ପଥର ଓ ନିମ୍ନମାନର ସାମଗ୍ରୀ ବ୍ୟବହାର କରାଯାଉଛି ବୋଲି ଅଭିଯୋଗ ହୋଇଛି। ସୂଚନା ଫଳକ ନଥିବାରୁ ପ୍ରକଳ୍ପର ଆକଳନ ମୂଲ୍ୟ, କାମ ଆରମ୍ଭ ଓ ଶେଷ ତାରିଖ ଜାଣିବା ସମ୍ଭବ ହେଉନାହିଁ। ଯୋଜନାର ସ୍ୱଚ୍ଛତା ପାଇଁ ସୂଚନା ଫଳକ ଲଗାଇବା ବାଧ୍ୟତାମୂଳକ ହୋଇଥିଲେ ମଧ୍ୟ ବିଭାଗ ନୀରବ ରହିଛି। ତଦନ୍ତ କରି ଦୋଷୀଙ୍କ ବିରୁଦ୍ଧରେ କାର୍ଯ୍ୟାନୁଷ୍ଠାନ ନେବାକୁ ଗ୍ରାମବାସୀ ଦାବି କରିଛନ୍ତି। — [979, 530, 1514, 625]
story-headline: କଣ୍ଟାବାଞ୍ଜି ଶ୍ରମିକ ସଂଘ — [366, 1874, 815, 1926]
story-headline-line: ଶ୍ରମିକ ସଚେତନତା — [1328, 1200, 1499, 1227]
story-body: ପଟଣାଗଡ଼, ୨।୫ (ସମିସ) ବିଶ୍ୱ ଶ୍ରମିକ ଦିବସ ଅବସରରେ ଜିଲ୍ଲା ଶ୍ରମ ଅଧିକାରୀଙ୍କ ଅନୁମୋଦନରେ ଶ୍ରମିକମାନଙ୍କ ମଧ୍ୟରେ ସଚେତନତା ସୃଷ୍ଟି କରିବା ପାଇଁ ଶ୍ରମିକ ସଚେତନତା ରଥ ଉଦ୍ଘାଟିତ ହୋଇଛି। ଏହି ରଥ ଜିଲ୍ଲାର ବିଭିନ୍ନ ବ୍ଲକ ଓ ପଞ୍ଚାୟତ ପରିଭ୍ରମଣ କରିବ। ଶ୍ରମିକମାନଙ୍କ ପାଇଁ ଉଦ୍ଦିଷ୍ଟ ସରକାରୀ ଯୋଜନା ସମ୍ପର୍କରେ ସୂଚନା ଦେବା ସହ ପଞ୍ଜୀକରଣ ପ୍ରକ୍ରିୟା ବିଷୟରେ ଅବଗତ କରାଯିବ। ଏହି ଅବସରରେ ବହୁ ଶ୍ରମିକ ଉପସ୍ଥିତ ଥିଲେ। — [1328, 1276, 1521, 1454]
lamp-icon: ♨ — [43, 1924, 63, 1949]
story-tag: ମାଟ୍ରିକ ପରୀକ୍ଷା ଫଳ ପ୍ରକାଶିତ — [818, 726, 1042, 764]
story-headline-line: ଆହତଙ୍କୁ ସହାୟତା — [31, 1233, 211, 1262]
obituary-box — [31, 1853, 228, 2304]
story-headline: ବିନା ସୂଚନା ଫଳକରେ ରାସ୍ତା କାମ — [973, 153, 1482, 199]
pitch-road-photo — [872, 1200, 1308, 1513]
deceased-portrait — [79, 1905, 179, 2021]
website-url[interactable]: www.sakalaepaper.com — [1403, 113, 1521, 124]
story-labour-day — [251, 1525, 1312, 1864]
story-dateline: ପଟଣାଗଡ଼, ୨।୫ (ସମିସ) — [1328, 1276, 1431, 1288]
story-dateline: ବଲାଙ୍ଗିର, ୨।୫(ସମିସ) — [818, 778, 922, 791]
